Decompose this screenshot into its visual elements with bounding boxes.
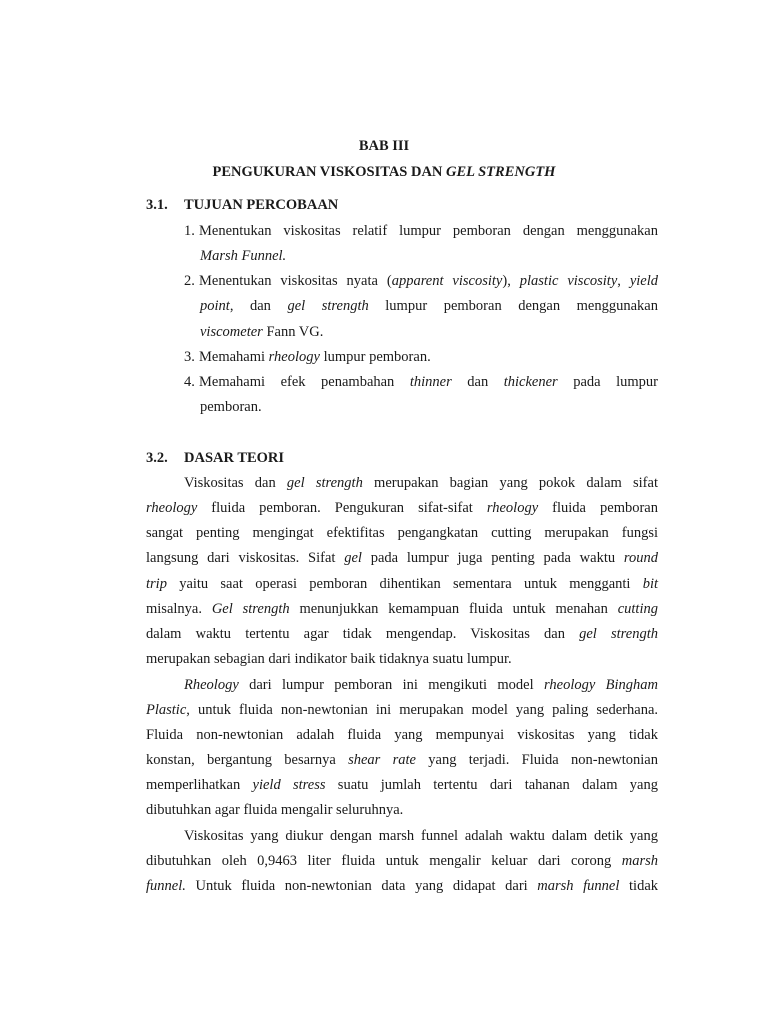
paragraph-line: Fluida non-newtonian adalah fluida yang mempunyai viskositas yang tidak bbox=[146, 727, 658, 743]
list-item-line: Menentukan viskositas relatif lumpur pemboran dengan menggunakan bbox=[199, 223, 658, 239]
list-number: 2. bbox=[184, 273, 195, 289]
paragraph-line: dalam waktu tertentu agar tidak mengendap. Viskositas dan gel strength bbox=[146, 626, 658, 642]
list-item-line: Marsh Funnel. bbox=[200, 248, 287, 264]
paragraph-line: Plastic, untuk fluida non-newtonian ini merupakan model yang paling sederhana. bbox=[146, 702, 658, 718]
section-title: TUJUAN PERCOBAAN bbox=[184, 197, 339, 213]
paragraph-line: funnel. Untuk fluida non-newtonian data yang didapat dari marsh funnel tidak bbox=[146, 878, 659, 894]
paragraph-line: sangat penting mengingat efektifitas pengangkatan cutting merupakan fungsi bbox=[146, 525, 658, 541]
list-number: 3. bbox=[184, 349, 195, 365]
list-item-line: viscometer Fann VG. bbox=[200, 324, 324, 340]
list-number: 1. bbox=[184, 223, 195, 239]
section-number: 3.2. bbox=[146, 450, 168, 466]
paragraph-line: merupakan sebagian dari indikator baik tidaknya suatu lumpur. bbox=[146, 651, 512, 667]
paragraph-line: Viskositas dan gel strength merupakan bagian yang pokok dalam sifat bbox=[184, 475, 658, 491]
section-number: 3.1. bbox=[146, 197, 168, 213]
list-number: 4. bbox=[184, 374, 195, 390]
paragraph-line: rheology fluida pemboran. Pengukuran sifat-sifat rheology fluida pemboran bbox=[146, 500, 658, 516]
paragraph-line: Viskositas yang diukur dengan marsh funnel adalah waktu dalam detik yang bbox=[184, 828, 658, 844]
list-item-line: pemboran. bbox=[200, 399, 262, 415]
paragraph-line: langsung dari viskositas. Sifat gel pada lumpur juga penting pada waktu round bbox=[146, 550, 658, 566]
paragraph-line: misalnya. Gel strength menunjukkan kemampuan fluida untuk menahan cutting bbox=[146, 601, 658, 617]
chapter-label: BAB III bbox=[358, 138, 410, 154]
paragraph-line: Rheology dari lumpur pemboran ini mengikuti model rheology Bingham bbox=[184, 677, 658, 693]
paragraph-line: konstan, bergantung besarnya shear rate yang terjadi. Fluida non-newtonian bbox=[146, 752, 658, 768]
paragraph-line: dibutuhkan agar fluida mengalir seluruhnya. bbox=[146, 802, 404, 818]
paragraph-line: memperlihatkan yield stress suatu jumlah tertentu dari tahanan dalam yang bbox=[146, 777, 658, 793]
paragraph-line: dibutuhkan oleh 0,9463 liter fluida untuk mengalir keluar dari corong marsh bbox=[146, 853, 658, 869]
section-title: DASAR TEORI bbox=[184, 450, 285, 466]
list-item-line: Memahami efek penambahan thinner dan thickener pada lumpur bbox=[199, 374, 658, 390]
list-item-line: Memahami rheology lumpur pemboran. bbox=[199, 349, 431, 365]
chapter-title: PENGUKURAN VISKOSITAS DAN GEL STRENGTH bbox=[212, 164, 556, 180]
list-item-line: point, dan gel strength lumpur pemboran dengan menggunakan bbox=[200, 298, 658, 314]
paragraph-line: trip yaitu saat operasi pemboran dihentikan sementara untuk mengganti bit bbox=[146, 576, 658, 592]
list-item-line: Menentukan viskositas nyata (apparent viscosity), plastic viscosity, yield bbox=[199, 273, 658, 289]
